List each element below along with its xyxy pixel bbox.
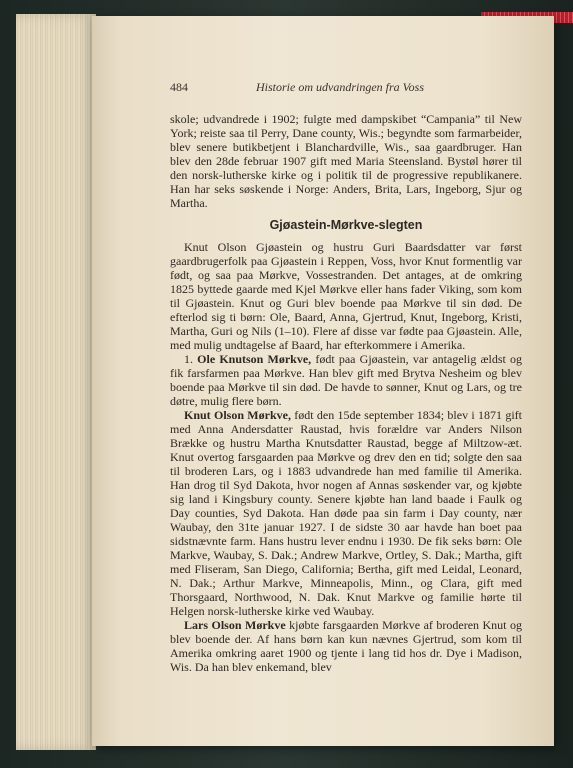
paragraph-family: Knut Olson Gjøastein og hustru Guri Baardsdatter var først gaardbrugerfolk paa Gjøastein i Reppen, Voss, hvor Knut formentlig var født, og saa paa Mørkve, Vossestranden. Det antages, at de omkring 1825 byttede gaarde med Kjel Mørkve eller hans fader Viking, som kom til Gjøastein. Knut og Guri blev boende paa Mørkve til sin død. De efterlod sig ti børn: Ole, Baard, Anna, Gjertrud, Knut, Ingeborg, Kristi, Martha, Guri og Nils (1–10). Flere af disse var fødte paa Gjøastein. Alle, med mulig undtagelse af Baard, har efterkommere i Amerika.	[170, 240, 522, 352]
item-number: 1.	[184, 352, 198, 366]
page-body	[170, 112, 522, 674]
paragraph-intro: skole; udvandrede i 1902; fulgte med dampskibet “Campania” til New York; reiste saa til Perry, Dane county, Wis.; begyndte som farmarbeider, blev senere butikbetjent i Blanchardville, Wis., saa gaardbruger. Han blev den 28de februar 1907 gift med Maria Steensland. Bystøl hører til den norsk-lutherske kirke og i politik til de progressive republikanere. Han har seks søskende i Norge: Anders, Brita, Lars, Ingeborg, Sjur og Martha.	[170, 112, 522, 210]
paragraph-text: født den 15de september 1834; blev i 1871 gift med Anna Andersdatter Raustad, hvis forældre var Anders Nilson Brække og hustru Martha Knutsdatter Raustad, begge af Miltzow-æt. Knut overtog farsgaarden paa Mørkve og drev den en tid; solgte den saa til broderen Lars, og i 1883 udvandrede han med familie til Amerika. Han drog til Syd Dakota, hvor nogen af Annas søskender var, og kjøbte sig land i Kingsbury county. Senere kjøbte han land baade i Faulk og Day counties, Syd Dakota. Han døde paa sin farm i Day county, nær Waubay, den 31te januar 1927. I de sidste 30 aar havde han boet paa sidstnævnte farm. Hans hustru lever endnu i 1930. De fik seks børn: Ole Markve, Waubay, S. Dak.; Andrew Markve, Ortley, S. Dak.; Martha, gift med Fliseram, San Diego, California; Bertha, gift med Leidal, Leonard, N. Dak.; Arthur Markve, Minneapolis, Minn., og Clara, gift med Thorsgaard, Northwood, N. Dak. Knut Markve og familie hørte til Helgen norsk-lutherske kirke ved Waubay.	[170, 408, 522, 618]
paragraph-knut	[170, 408, 522, 618]
book-page	[92, 16, 554, 746]
page-number: 484	[170, 80, 188, 94]
running-title: Historie om udvandringen fra Voss	[256, 80, 424, 94]
paragraph-text: født paa Gjøastein, var antagelig ældst og fik farsfarmen paa Mørkve. Han blev gift med Brytva Nesheim og blev boende paa Mørkve til sin død. De havde to sønner, Knut og Lars, og tre døtre, mulig flere børn.	[170, 352, 522, 408]
page-edges	[16, 14, 96, 750]
section-heading: Gjøastein-Mørkve-slegten	[269, 218, 423, 232]
person-name: Lars Olson Mørkve	[184, 618, 286, 632]
paragraph-lars	[170, 618, 522, 674]
paragraph-ole	[170, 352, 522, 408]
person-name: Ole Knutson Mørkve,	[197, 352, 312, 366]
person-name: Knut Olson Mørkve,	[184, 408, 291, 422]
paragraph-text: kjøbte farsgaarden Mørkve af broderen Knut og blev boende der. Af hans børn kan kun nævnes Gjertrud, som kom til Amerika omkring aaret 1900 og tjente i lang tid hos dr. Dye i Madison, Wis. Da han blev enkemand, blev	[170, 618, 522, 674]
